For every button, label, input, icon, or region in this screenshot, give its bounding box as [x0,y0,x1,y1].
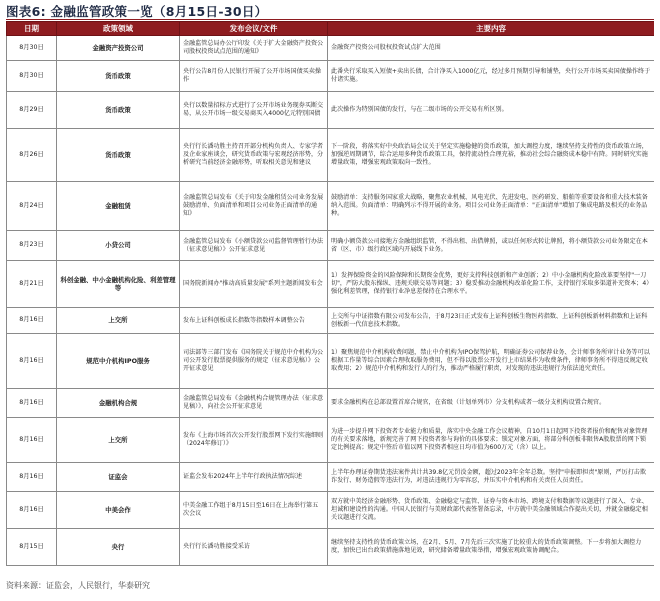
cell-date: 8月16日 [7,492,57,529]
cell-content: 要求金融机构在总部设置首席合规官，在省级（计划单列市）分支机构或者一级分支机构设置合规官。 [328,389,655,418]
cell-date: 8月26日 [7,129,57,182]
table-row [7,418,655,463]
table-row [7,36,655,61]
table-row [7,129,655,182]
cell-content: 下一阶段，将落实好中央政治局会议关于坚定实施稳健的货币政策，加大调控力度，继续坚持支持性的货币政策立场，加强逆周期调节，综合运用多种货币政策工具，保持流动性合理充裕，推动社会综合融资成本稳中有降。同时研究实施增量政策，增强宏观政策取向一致性。 [328,129,655,182]
table-row [7,231,655,261]
cell-date: 8月16日 [7,463,57,492]
cell-content: 明确小额贷款公司接地方金融组织监管，不得出租、出借牌照，或以任何形式转让牌照，将小额贷款公司业务限定在本省（区、市）级行政区域内开展线下业务。 [328,231,655,261]
cell-content: 继续坚持支持性的货币政策立场，在2月、5月、7月先后三次实施了比较重大的货币政策调整。下一步将加大调控力度，加快已出台政策措施落地见效，研究储备增量政策举措，增强宏观政策协调配合。 [328,529,655,566]
cell-content: 1）聚焦规范中介机构收费问题，禁止中介机构为IPO保驾护航，明确证券公司保荐业务、会计师事务所审计业务等可以根据工作量等综合因素合理收取服务费用，但不得以股票公开发行上市结果作为收费条件，律师事务所不得违反规定收取费用；2）规范中介机构和发行人的行为，推动严格履行职责，对发现的违法违规行为依法追究责任。 [328,334,655,389]
table-row [7,92,655,129]
cell-area: 金融机构合规 [57,389,180,418]
cell-date: 8月16日 [7,389,57,418]
table-row [7,463,655,492]
cell-date: 8月30日 [7,36,57,61]
cell-document: 金融监管总局发布《关于印发金融租赁公司业务发展鼓励清单、负面清单和项目公司业务正面清单的通知》 [180,182,328,231]
cell-content: 此次操作为特别国债的发行，与在二级市场的公开交易有所区别。 [328,92,655,129]
cell-area: 货币政策 [57,92,180,129]
cell-content: 金融资产投资公司股权投资试点扩大范围 [328,36,655,61]
cell-document: 金融监管总局发布《金融机构合规管理办法（征求意见稿）》，向社会公开征求意见 [180,389,328,418]
cell-document: 央行行长潘功胜主持召开部分机构负责人、专家学者及企业家座谈会，研究货币政策与宏观经济形势，分析研究当前经济金融形势，听取相关意见和建议 [180,129,328,182]
header-area: 政策领域 [57,22,180,36]
cell-area: 科创金融、中小金融机构化险、利差管理等 [57,261,180,308]
cell-date: 8月29日 [7,92,57,129]
policy-table-container [6,21,654,578]
cell-content: 为进一步提升网下投资者专业能力和质量，落实中央金融工作会议精神，自10月1日起网下投资者报价和配售对象管理的有关要求落地，新规完善了网下投资者参与询价的具体要求；锁定对象方面，将部分科创板非限售A股股票的网下锁定比例提高；规定中签后市值以网下投资者相应日均市值为600万元（含）以上。 [328,418,655,463]
cell-date: 8月24日 [7,182,57,231]
cell-document: 国务院新闻办"推动高质量发展"系列主题新闻发布会 [180,261,328,308]
policy-table [6,21,654,566]
table-row [7,334,655,389]
cell-content: 上交所与中证指数有限公司发布公告，于8月23日正式发布上证科创板生物医药指数、上证科创板新材料指数和上证科创板新一代信息技术指数。 [328,308,655,334]
cell-area: 中美会作 [57,492,180,529]
cell-area: 金融租赁 [57,182,180,231]
cell-date: 8月21日 [7,261,57,308]
header-content: 主要内容 [328,22,655,36]
cell-date: 8月16日 [7,334,57,389]
table-header-row [7,22,655,36]
cell-area: 证监会 [57,463,180,492]
table-row [7,308,655,334]
cell-date: 8月16日 [7,308,57,334]
cell-document: 司法部等三部门发布《国务院关于规范中介机构为公司公开发行股票提供服务的规定（征求意见稿）》公开征求意见 [180,334,328,389]
title-divider [6,19,654,20]
cell-area: 上交所 [57,418,180,463]
cell-document: 中美金融工作组于8月15日至16日在上海举行第五次会议 [180,492,328,529]
cell-content: 鼓励清单：支持服务国家重大战略，聚焦农业机械、风电光伏、先进发电、医药研发、船舶等重要设备和重大技术装备纳入范围。负面清单：明确列示不得开展的业务。项目公司业务正面清单："正面清单"增加了集成电路及相关的业务品种。 [328,182,655,231]
cell-area: 上交所 [57,308,180,334]
cell-document: 金融监管总局发布《小额贷款公司监督管理暂行办法（征求意见稿）》公开征求意见 [180,231,328,261]
cell-document: 发布上证科创板成长指数等指数样本调整公告 [180,308,328,334]
table-row [7,529,655,566]
cell-document: 央行行长潘功胜接受采访 [180,529,328,566]
table-row [7,389,655,418]
cell-date: 8月30日 [7,61,57,92]
cell-document: 证监会发布2024年上半年行政执法情况综述 [180,463,328,492]
cell-content: 双方就中美经济金融形势、货币政策、金融稳定与监管、证券与资本市场、跨境支付和数据等议题进行了深入、专业、坦诚和建设性的沟通。中国人民银行与美财政部代表签署备忘录，中方就中美金融领域合作提出关切，并就金融稳定相关议题进行交流。 [328,492,655,529]
table-row [7,61,655,92]
cell-area: 规范中介机构IPO服务 [57,334,180,389]
cell-area: 小贷公司 [57,231,180,261]
cell-document: 央行公告8月份人民银行开展了公开市场国债买卖操作 [180,61,328,92]
cell-area: 货币政策 [57,61,180,92]
table-row [7,492,655,529]
cell-content: 上半年办理证券期货违法案件共计共39.8亿元罚没金额，超过2023年全年总数。坚持"申报即担责"原则，严厉打击欺诈发行、财务造假等违法行为，对违法违规行为零容忍，并压实中介机构和有关责任人员责任。 [328,463,655,492]
cell-content: 此番央行采取买入短债+卖出长债，合计净买入1000亿元，经过多月预期引导和铺垫，央行公开市场买卖国债操作终于付诸实施。 [328,61,655,92]
cell-area: 央行 [57,529,180,566]
cell-document: 金融监管总局办公厅印发《关于扩大金融资产投资公司股权投资试点范围的通知》 [180,36,328,61]
header-document: 发布会议/文件 [180,22,328,36]
cell-area: 金融资产投资公司 [57,36,180,61]
cell-date: 8月15日 [7,529,57,566]
cell-document: 央行以数量招标方式进行了公开市场业务现券买断交易，从公开市场一级交易商买入4000亿元特别国债 [180,92,328,129]
source-note: 资料来源：证监会，人民银行，华泰研究 [6,581,150,590]
table-row [7,261,655,308]
figure-title: 图表6: 金融监管政策一览（8月15日-30日） [6,4,268,19]
table-row [7,182,655,231]
cell-document: 发布《上海市场首次公开发行股票网下发行实施细则（2024年修订）》 [180,418,328,463]
cell-date: 8月23日 [7,231,57,261]
cell-area: 货币政策 [57,129,180,182]
header-date: 日期 [7,22,57,36]
cell-date: 8月16日 [7,418,57,463]
cell-content: 1）发挥保险资金的风险保障和长期资金优势，更好支持科技创新和产业创新；2）中小金融机构化险改革要坚持"一刀切"，严防大股东操纵、违规关联交易等问题；3）稳妥推动金融机构改革化险工作，支持银行采取多渠道补充资本；4）强化利差管理，保持银行业净息差保持在合理水平。 [328,261,655,308]
